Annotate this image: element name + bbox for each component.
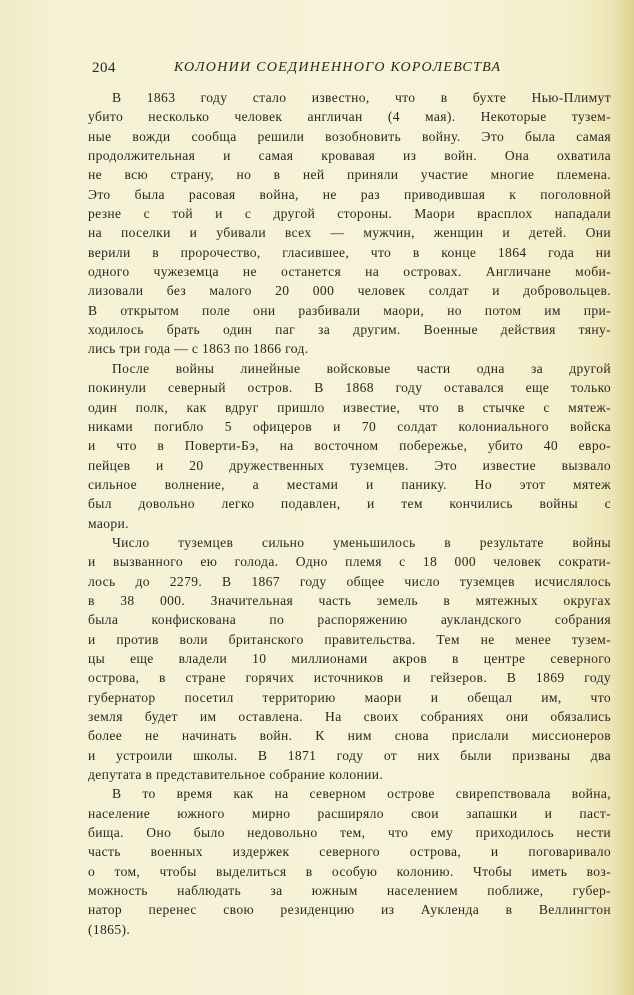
text-line: был довольно легко подавлен, и тем кончились войны с — [88, 496, 611, 512]
text-line: бища. Оно было недовольно тем, что ему приходилось нести — [88, 825, 611, 841]
text-line: ходилось брать один паг за другим. Военные действия тяну- — [88, 322, 611, 338]
paragraph — [88, 88, 611, 359]
running-title: КОЛОНИИ СОЕДИНЕННОГО КОРОЛЕВСТВА — [174, 60, 502, 75]
text-line: (1865). — [88, 921, 131, 937]
body-text — [88, 88, 611, 939]
text-line: лось до 2279. В 1867 году общее число туземцев исчислялось — [88, 573, 611, 589]
text-line: и против воли британского правительства. Тем не менее тузем- — [88, 631, 611, 647]
text-line: никами погибло 5 офицеров и 70 солдат колониального войска — [88, 418, 611, 434]
text-line: резне с той и с другой стороны. Маори врасплох нападали — [88, 206, 611, 222]
paragraph — [88, 784, 611, 939]
text-line: можность наблюдать за южным населением поближе, губер- — [88, 883, 611, 899]
text-line: лизовали без малого 20 000 человек солдат и добровольцев. — [88, 283, 611, 299]
page-number: 204 — [92, 60, 116, 76]
text-line: острова, в стране горячих источников и гейзеров. В 1869 году — [88, 670, 611, 686]
paragraph — [88, 533, 611, 784]
text-line: и вызванного ею голода. Одно племя с 18 000 человек сократи- — [88, 554, 611, 570]
text-line: В то время как на северном острове свирепствовала война, — [112, 786, 611, 802]
text-line: одного чужеземца не останется на островах. Англичане моби- — [88, 264, 611, 280]
text-line: в 38 000. Значительная часть земель в мятежных округах — [88, 592, 611, 608]
text-line: лись три года — с 1863 по 1866 год. — [88, 341, 309, 357]
text-line: на поселки и убивали всех — мужчин, женщин и детей. Они — [88, 225, 611, 241]
text-line: сильное волнение, а местами и панику. Но этот мятеж — [88, 476, 611, 492]
text-line: пейцев и 20 дружественных туземцев. Это известие вызвало — [88, 457, 611, 473]
text-line: натор перенес свою резиденцию из Аукленда в Веллингтон — [88, 902, 611, 918]
text-line: цы еще владели 10 миллионами акров в центре северного — [88, 650, 611, 666]
text-line: население южного мирно расширяло свои запашки и паст- — [88, 805, 611, 821]
text-line: В 1863 году стало известно, что в бухте Нью-Плимут — [112, 90, 611, 105]
text-line: покинули северный остров. В 1868 году оставался еще только — [88, 380, 611, 396]
text-line: верили в пророчество, гласившее, что в конце 1864 года ни — [88, 244, 611, 260]
text-line: продолжительная и самая кровавая из войн. Она охватила — [88, 148, 611, 164]
running-head — [92, 60, 547, 82]
page-edge-shadow — [612, 0, 634, 995]
text-line: часть военных издержек северного острова, и поговаривало — [88, 844, 611, 860]
text-line: более не начинать войн. К ним снова прислали миссионеров — [88, 728, 611, 744]
text-line: убито несколько человек англичан (4 мая). Некоторые тузем- — [88, 109, 611, 125]
text-line: ные вожди сообща решили возобновить войну. Это была самая — [88, 128, 611, 144]
text-line: В открытом поле они разбивали маори, но потом им при- — [88, 302, 611, 318]
text-line: и что в Поверти-Бэ, на восточном побережье, убито 40 евро- — [88, 438, 611, 454]
text-line: один полк, как вдруг пришло известие, что в стычке с мятеж- — [88, 399, 611, 415]
text-line: Это была расовая война, не раз приводившая к поголовной — [88, 186, 611, 202]
text-line: не всю страну, но в ней приняли участие многие племена. — [88, 167, 611, 183]
text-line: о том, чтобы выделиться в особую колонию. Чтобы иметь воз- — [88, 863, 611, 879]
text-line: Число туземцев сильно уменьшилось в результате войны — [112, 534, 611, 550]
paragraph — [88, 359, 611, 533]
text-line: земля будет им оставлена. На своих собраниях они обязались — [88, 709, 611, 724]
text-line: губернатор посетил территорию маори и обещал им, что — [88, 689, 611, 705]
text-line: была конфискована по распоряжению аукландского собрания — [88, 612, 611, 628]
text-line: депутата в представительное собрание колонии. — [88, 767, 384, 783]
text-line: и устроили школы. В 1871 году от них были призваны два — [88, 747, 611, 763]
text-line: маори. — [88, 515, 129, 531]
text-line: После войны линейные войсковые части одна за другой — [112, 360, 611, 376]
